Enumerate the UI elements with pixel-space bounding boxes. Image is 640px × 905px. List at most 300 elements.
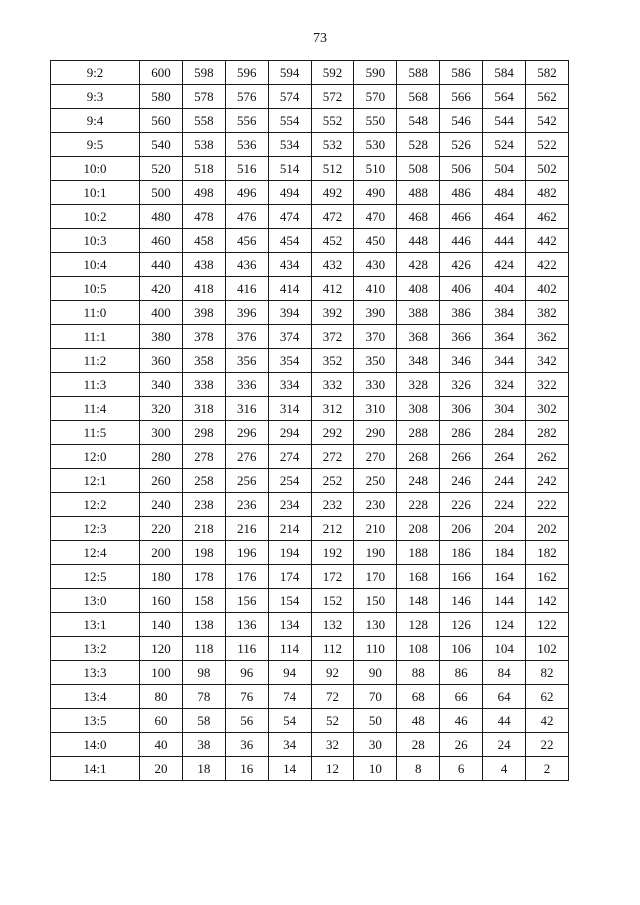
- value-cell: 32: [311, 733, 354, 757]
- value-cell: 206: [440, 517, 483, 541]
- value-cell: 284: [483, 421, 526, 445]
- value-cell: 92: [311, 661, 354, 685]
- value-cell: 332: [311, 373, 354, 397]
- value-cell: 104: [483, 637, 526, 661]
- value-cell: 506: [440, 157, 483, 181]
- value-cell: 16: [225, 757, 268, 781]
- value-cell: 458: [182, 229, 225, 253]
- value-cell: 412: [311, 277, 354, 301]
- table-row: [51, 637, 569, 661]
- value-cell: 486: [440, 181, 483, 205]
- value-cell: 410: [354, 277, 397, 301]
- value-cell: 286: [440, 421, 483, 445]
- table-row: [51, 445, 569, 469]
- value-cell: 446: [440, 229, 483, 253]
- value-cell: 328: [397, 373, 440, 397]
- value-cell: 378: [182, 325, 225, 349]
- row-label-cell: 13:4: [51, 685, 140, 709]
- value-cell: 142: [526, 589, 569, 613]
- value-cell: 526: [440, 133, 483, 157]
- table-row: [51, 277, 569, 301]
- value-cell: 334: [268, 373, 311, 397]
- value-cell: 598: [182, 61, 225, 85]
- value-cell: 64: [483, 685, 526, 709]
- value-cell: 482: [526, 181, 569, 205]
- value-cell: 430: [354, 253, 397, 277]
- value-cell: 542: [526, 109, 569, 133]
- value-cell: 2: [526, 757, 569, 781]
- value-cell: 584: [483, 61, 526, 85]
- value-cell: 34: [268, 733, 311, 757]
- value-cell: 562: [526, 85, 569, 109]
- value-cell: 600: [140, 61, 183, 85]
- value-cell: 94: [268, 661, 311, 685]
- value-cell: 490: [354, 181, 397, 205]
- value-cell: 360: [140, 349, 183, 373]
- table-row: [51, 565, 569, 589]
- value-cell: 140: [140, 613, 183, 637]
- value-cell: 476: [225, 205, 268, 229]
- value-cell: 460: [140, 229, 183, 253]
- value-cell: 396: [225, 301, 268, 325]
- value-cell: 454: [268, 229, 311, 253]
- table-row: [51, 613, 569, 637]
- value-cell: 394: [268, 301, 311, 325]
- value-cell: 312: [311, 397, 354, 421]
- value-cell: 594: [268, 61, 311, 85]
- value-cell: 428: [397, 253, 440, 277]
- value-cell: 232: [311, 493, 354, 517]
- value-cell: 392: [311, 301, 354, 325]
- value-cell: 220: [140, 517, 183, 541]
- value-cell: 244: [483, 469, 526, 493]
- value-cell: 234: [268, 493, 311, 517]
- value-cell: 218: [182, 517, 225, 541]
- table-row: [51, 541, 569, 565]
- value-cell: 108: [397, 637, 440, 661]
- value-cell: 120: [140, 637, 183, 661]
- value-cell: 592: [311, 61, 354, 85]
- value-cell: 342: [526, 349, 569, 373]
- value-cell: 338: [182, 373, 225, 397]
- value-cell: 426: [440, 253, 483, 277]
- value-cell: 46: [440, 709, 483, 733]
- table-row: [51, 181, 569, 205]
- value-cell: 246: [440, 469, 483, 493]
- value-cell: 74: [268, 685, 311, 709]
- value-cell: 256: [225, 469, 268, 493]
- value-cell: 554: [268, 109, 311, 133]
- value-cell: 208: [397, 517, 440, 541]
- value-cell: 122: [526, 613, 569, 637]
- row-label-cell: 10:5: [51, 277, 140, 301]
- data-table: [50, 60, 569, 781]
- value-cell: 494: [268, 181, 311, 205]
- value-cell: 292: [311, 421, 354, 445]
- value-cell: 534: [268, 133, 311, 157]
- value-cell: 72: [311, 685, 354, 709]
- row-label-cell: 12:2: [51, 493, 140, 517]
- table-row: [51, 109, 569, 133]
- value-cell: 320: [140, 397, 183, 421]
- row-label-cell: 13:5: [51, 709, 140, 733]
- value-cell: 572: [311, 85, 354, 109]
- value-cell: 132: [311, 613, 354, 637]
- value-cell: 438: [182, 253, 225, 277]
- value-cell: 204: [483, 517, 526, 541]
- value-cell: 404: [483, 277, 526, 301]
- table-row: [51, 301, 569, 325]
- row-label-cell: 12:5: [51, 565, 140, 589]
- table-row: [51, 709, 569, 733]
- value-cell: 310: [354, 397, 397, 421]
- value-cell: 442: [526, 229, 569, 253]
- value-cell: 538: [182, 133, 225, 157]
- value-cell: 58: [182, 709, 225, 733]
- value-cell: 262: [526, 445, 569, 469]
- value-cell: 402: [526, 277, 569, 301]
- value-cell: 596: [225, 61, 268, 85]
- value-cell: 20: [140, 757, 183, 781]
- value-cell: 358: [182, 349, 225, 373]
- value-cell: 78: [182, 685, 225, 709]
- row-label-cell: 13:2: [51, 637, 140, 661]
- row-label-cell: 10:0: [51, 157, 140, 181]
- row-label-cell: 9:2: [51, 61, 140, 85]
- table-row: [51, 685, 569, 709]
- value-cell: 488: [397, 181, 440, 205]
- value-cell: 408: [397, 277, 440, 301]
- value-cell: 110: [354, 637, 397, 661]
- value-cell: 148: [397, 589, 440, 613]
- row-label-cell: 10:4: [51, 253, 140, 277]
- value-cell: 366: [440, 325, 483, 349]
- value-cell: 496: [225, 181, 268, 205]
- value-cell: 176: [225, 565, 268, 589]
- value-cell: 356: [225, 349, 268, 373]
- row-label-cell: 13:3: [51, 661, 140, 685]
- value-cell: 68: [397, 685, 440, 709]
- value-cell: 326: [440, 373, 483, 397]
- value-cell: 406: [440, 277, 483, 301]
- value-cell: 498: [182, 181, 225, 205]
- table-row: [51, 157, 569, 181]
- value-cell: 180: [140, 565, 183, 589]
- value-cell: 136: [225, 613, 268, 637]
- value-cell: 270: [354, 445, 397, 469]
- value-cell: 318: [182, 397, 225, 421]
- value-cell: 134: [268, 613, 311, 637]
- row-label-cell: 10:2: [51, 205, 140, 229]
- value-cell: 22: [526, 733, 569, 757]
- value-cell: 432: [311, 253, 354, 277]
- value-cell: 452: [311, 229, 354, 253]
- value-cell: 544: [483, 109, 526, 133]
- value-cell: 228: [397, 493, 440, 517]
- value-cell: 184: [483, 541, 526, 565]
- value-cell: 66: [440, 685, 483, 709]
- value-cell: 124: [483, 613, 526, 637]
- value-cell: 546: [440, 109, 483, 133]
- value-cell: 264: [483, 445, 526, 469]
- table-row: [51, 661, 569, 685]
- value-cell: 8: [397, 757, 440, 781]
- value-cell: 516: [225, 157, 268, 181]
- value-cell: 86: [440, 661, 483, 685]
- row-label-cell: 14:0: [51, 733, 140, 757]
- table-row: [51, 85, 569, 109]
- value-cell: 290: [354, 421, 397, 445]
- value-cell: 174: [268, 565, 311, 589]
- value-cell: 130: [354, 613, 397, 637]
- value-cell: 340: [140, 373, 183, 397]
- value-cell: 36: [225, 733, 268, 757]
- value-cell: 90: [354, 661, 397, 685]
- value-cell: 126: [440, 613, 483, 637]
- value-cell: 260: [140, 469, 183, 493]
- value-cell: 200: [140, 541, 183, 565]
- value-cell: 18: [182, 757, 225, 781]
- value-cell: 146: [440, 589, 483, 613]
- value-cell: 386: [440, 301, 483, 325]
- value-cell: 322: [526, 373, 569, 397]
- value-cell: 52: [311, 709, 354, 733]
- value-cell: 258: [182, 469, 225, 493]
- value-cell: 582: [526, 61, 569, 85]
- value-cell: 300: [140, 421, 183, 445]
- value-cell: 156: [225, 589, 268, 613]
- value-cell: 106: [440, 637, 483, 661]
- value-cell: 276: [225, 445, 268, 469]
- value-cell: 400: [140, 301, 183, 325]
- value-cell: 280: [140, 445, 183, 469]
- value-cell: 278: [182, 445, 225, 469]
- value-cell: 560: [140, 109, 183, 133]
- value-cell: 88: [397, 661, 440, 685]
- row-label-cell: 9:4: [51, 109, 140, 133]
- value-cell: 144: [483, 589, 526, 613]
- value-cell: 210: [354, 517, 397, 541]
- value-cell: 4: [483, 757, 526, 781]
- value-cell: 372: [311, 325, 354, 349]
- row-label-cell: 13:0: [51, 589, 140, 613]
- value-cell: 42: [526, 709, 569, 733]
- value-cell: 522: [526, 133, 569, 157]
- value-cell: 96: [225, 661, 268, 685]
- value-cell: 336: [225, 373, 268, 397]
- value-cell: 250: [354, 469, 397, 493]
- value-cell: 532: [311, 133, 354, 157]
- value-cell: 576: [225, 85, 268, 109]
- value-cell: 116: [225, 637, 268, 661]
- value-cell: 10: [354, 757, 397, 781]
- value-cell: 556: [225, 109, 268, 133]
- value-cell: 242: [526, 469, 569, 493]
- value-cell: 512: [311, 157, 354, 181]
- value-cell: 230: [354, 493, 397, 517]
- value-cell: 214: [268, 517, 311, 541]
- table-row: [51, 757, 569, 781]
- value-cell: 520: [140, 157, 183, 181]
- row-label-cell: 12:4: [51, 541, 140, 565]
- value-cell: 346: [440, 349, 483, 373]
- value-cell: 304: [483, 397, 526, 421]
- value-cell: 44: [483, 709, 526, 733]
- value-cell: 308: [397, 397, 440, 421]
- value-cell: 98: [182, 661, 225, 685]
- value-cell: 114: [268, 637, 311, 661]
- value-cell: 398: [182, 301, 225, 325]
- value-cell: 6: [440, 757, 483, 781]
- value-cell: 112: [311, 637, 354, 661]
- value-cell: 444: [483, 229, 526, 253]
- value-cell: 416: [225, 277, 268, 301]
- value-cell: 478: [182, 205, 225, 229]
- value-cell: 436: [225, 253, 268, 277]
- row-label-cell: 9:3: [51, 85, 140, 109]
- value-cell: 272: [311, 445, 354, 469]
- value-cell: 82: [526, 661, 569, 685]
- row-label-cell: 10:3: [51, 229, 140, 253]
- value-cell: 236: [225, 493, 268, 517]
- value-cell: 462: [526, 205, 569, 229]
- row-label-cell: 9:5: [51, 133, 140, 157]
- value-cell: 580: [140, 85, 183, 109]
- value-cell: 102: [526, 637, 569, 661]
- value-cell: 266: [440, 445, 483, 469]
- table-row: [51, 397, 569, 421]
- value-cell: 14: [268, 757, 311, 781]
- page-number: 73: [313, 31, 327, 46]
- value-cell: 578: [182, 85, 225, 109]
- value-cell: 248: [397, 469, 440, 493]
- value-cell: 466: [440, 205, 483, 229]
- value-cell: 40: [140, 733, 183, 757]
- value-cell: 524: [483, 133, 526, 157]
- table-row: [51, 589, 569, 613]
- value-cell: 536: [225, 133, 268, 157]
- value-cell: 450: [354, 229, 397, 253]
- table-row: [51, 469, 569, 493]
- value-cell: 172: [311, 565, 354, 589]
- row-label-cell: 10:1: [51, 181, 140, 205]
- row-label-cell: 14:1: [51, 757, 140, 781]
- table-row: [51, 493, 569, 517]
- value-cell: 368: [397, 325, 440, 349]
- value-cell: 76: [225, 685, 268, 709]
- value-cell: 30: [354, 733, 397, 757]
- value-cell: 504: [483, 157, 526, 181]
- value-cell: 380: [140, 325, 183, 349]
- value-cell: 24: [483, 733, 526, 757]
- value-cell: 240: [140, 493, 183, 517]
- value-cell: 162: [526, 565, 569, 589]
- value-cell: 558: [182, 109, 225, 133]
- value-cell: 492: [311, 181, 354, 205]
- value-cell: 152: [311, 589, 354, 613]
- row-label-cell: 12:0: [51, 445, 140, 469]
- value-cell: 364: [483, 325, 526, 349]
- value-cell: 128: [397, 613, 440, 637]
- value-cell: 170: [354, 565, 397, 589]
- value-cell: 194: [268, 541, 311, 565]
- value-cell: 370: [354, 325, 397, 349]
- value-cell: 178: [182, 565, 225, 589]
- value-cell: 472: [311, 205, 354, 229]
- table-row: [51, 421, 569, 445]
- value-cell: 502: [526, 157, 569, 181]
- value-cell: 222: [526, 493, 569, 517]
- value-cell: 306: [440, 397, 483, 421]
- value-cell: 118: [182, 637, 225, 661]
- value-cell: 80: [140, 685, 183, 709]
- value-cell: 168: [397, 565, 440, 589]
- value-cell: 440: [140, 253, 183, 277]
- value-cell: 138: [182, 613, 225, 637]
- table-row: [51, 517, 569, 541]
- value-cell: 212: [311, 517, 354, 541]
- value-cell: 196: [225, 541, 268, 565]
- value-cell: 198: [182, 541, 225, 565]
- value-cell: 588: [397, 61, 440, 85]
- table-row: [51, 229, 569, 253]
- value-cell: 192: [311, 541, 354, 565]
- row-label-cell: 11:1: [51, 325, 140, 349]
- value-cell: 464: [483, 205, 526, 229]
- value-cell: 274: [268, 445, 311, 469]
- value-cell: 48: [397, 709, 440, 733]
- value-cell: 518: [182, 157, 225, 181]
- value-cell: 550: [354, 109, 397, 133]
- row-label-cell: 11:2: [51, 349, 140, 373]
- value-cell: 50: [354, 709, 397, 733]
- table-body: [51, 61, 569, 781]
- value-cell: 84: [483, 661, 526, 685]
- value-cell: 28: [397, 733, 440, 757]
- value-cell: 348: [397, 349, 440, 373]
- value-cell: 54: [268, 709, 311, 733]
- value-cell: 164: [483, 565, 526, 589]
- value-cell: 12: [311, 757, 354, 781]
- value-cell: 158: [182, 589, 225, 613]
- value-cell: 484: [483, 181, 526, 205]
- row-label-cell: 11:4: [51, 397, 140, 421]
- value-cell: 508: [397, 157, 440, 181]
- row-label-cell: 11:0: [51, 301, 140, 325]
- value-cell: 384: [483, 301, 526, 325]
- value-cell: 154: [268, 589, 311, 613]
- row-label-cell: 11:3: [51, 373, 140, 397]
- row-label-cell: 12:1: [51, 469, 140, 493]
- value-cell: 296: [225, 421, 268, 445]
- value-cell: 434: [268, 253, 311, 277]
- value-cell: 60: [140, 709, 183, 733]
- table-row: [51, 325, 569, 349]
- value-cell: 166: [440, 565, 483, 589]
- value-cell: 268: [397, 445, 440, 469]
- value-cell: 448: [397, 229, 440, 253]
- table-row: [51, 253, 569, 277]
- value-cell: 330: [354, 373, 397, 397]
- value-cell: 344: [483, 349, 526, 373]
- value-cell: 586: [440, 61, 483, 85]
- value-cell: 202: [526, 517, 569, 541]
- value-cell: 530: [354, 133, 397, 157]
- value-cell: 414: [268, 277, 311, 301]
- value-cell: 388: [397, 301, 440, 325]
- value-cell: 510: [354, 157, 397, 181]
- value-cell: 500: [140, 181, 183, 205]
